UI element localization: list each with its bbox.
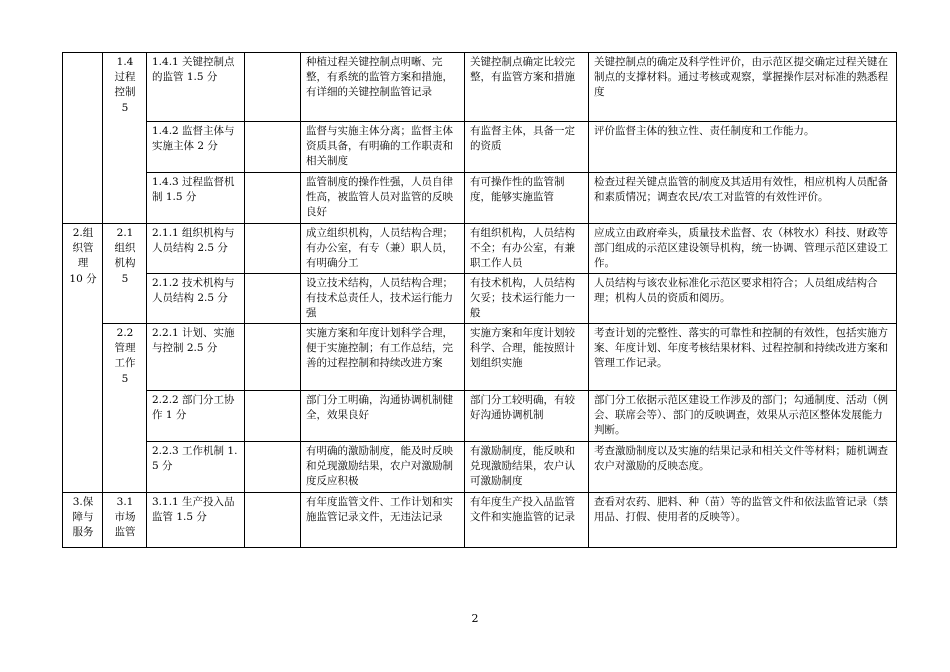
table-row <box>63 274 897 324</box>
basic-criteria-cell: 有年度监管文件、工作计划和实施监管记录文件，无违法记录 <box>301 493 465 548</box>
partial-criteria-cell: 有组织机构，人员结构不全；有办公室，有兼职工作人员 <box>465 224 589 274</box>
partial-criteria-cell: 有监督主体，具备一定的资质 <box>465 122 589 173</box>
partial-criteria-cell: 有可操作性的监管制度，能够实施监管 <box>465 173 589 224</box>
item-cell: 2.2.3 工作机制 1.5 分 <box>147 442 245 493</box>
item-cell: 2.1.2 技术机构与人员结构 2.5 分 <box>147 274 245 324</box>
level2-cell: 3.1 市场 监管 <box>103 493 147 548</box>
item-cell: 3.1.1 生产投入品监管 1.5 分 <box>147 493 245 548</box>
partial-criteria-cell: 有技术机构，人员结构欠妥；技术运行能力一般 <box>465 274 589 324</box>
level2-cell: 2.2 管理 工作 5 <box>103 324 147 493</box>
item-cell: 1.4.1 关键控制点的监管 1.5 分 <box>147 53 245 122</box>
method-cell: 检查过程关键点监管的制度及其适用有效性，相应机构人员配备和素质情况；调查农民/农工对监管的有效性评价。 <box>589 173 897 224</box>
item-cell: 2.2.1 计划、实施与控制 2.5 分 <box>147 324 245 391</box>
table-row <box>63 224 897 274</box>
partial-criteria-cell: 实施方案和年度计划较科学、合理，能按照计划组织实施 <box>465 324 589 391</box>
method-cell: 人员结构与该农业标准化示范区要求相符合；人员组成结构合理；机构人员的资质和阅历。 <box>589 274 897 324</box>
method-cell: 考查激励制度以及实施的结果记录和相关文件等材料；随机调查农户对激励的反映态度。 <box>589 442 897 493</box>
level2-cell: 1.4 过程 控制 5 <box>103 53 147 224</box>
basic-criteria-cell: 设立技术结构，人员结构合理；有技术总责任人，技术运行能力强 <box>301 274 465 324</box>
item-cell: 1.4.3 过程监督机制 1.5 分 <box>147 173 245 224</box>
basic-criteria-cell: 成立组织机构，人员结构合理；有办公室，有专（兼）职人员，有明确分工 <box>301 224 465 274</box>
basic-criteria-cell: 部门分工明确，沟通协调机制健全，效果良好 <box>301 391 465 442</box>
item-cell: 1.4.2 监督主体与实施主体 2 分 <box>147 122 245 173</box>
table-row <box>63 122 897 173</box>
basic-criteria-cell: 监管制度的操作性强，人员自律性高，被监管人员对监管的反映良好 <box>301 173 465 224</box>
method-cell: 查看对农药、肥料、种（苗）等的监管文件和依法监管记录（禁用品、打假、使用者的反映等）。 <box>589 493 897 548</box>
item-cell: 2.2.2 部门分工协作 1 分 <box>147 391 245 442</box>
page-number: 2 <box>471 612 479 625</box>
method-cell: 评价监督主体的独立性、责任制度和工作能力。 <box>589 122 897 173</box>
basic-criteria-cell: 监督与实施主体分离；监督主体资质具备，有明确的工作职责和相关制度 <box>301 122 465 173</box>
partial-criteria-cell: 部门分工较明确，有较好沟通协调机制 <box>465 391 589 442</box>
table-row <box>63 493 897 548</box>
evaluation-table <box>62 52 897 548</box>
level1-cell <box>63 53 103 224</box>
level1-cell: 3.保 障与 服务 <box>63 493 103 548</box>
partial-criteria-cell: 有年度生产投入品监管文件和实施监管的记录 <box>465 493 589 548</box>
item-cell: 2.1.1 组织机构与人员结构 2.5 分 <box>147 224 245 274</box>
basic-criteria-cell: 实施方案和年度计划科学合理，便于实施控制；有工作总结，完善的过程控制和持续改进方案 <box>301 324 465 391</box>
method-cell: 应成立由政府牵头，质量技术监督、农（林牧水）科技、财政等部门组成的示范区建设领导机构，统一协调、管理示范区建设工作。 <box>589 224 897 274</box>
method-cell: 考查计划的完整性、落实的可靠性和控制的有效性，包括实施方案、年度计划、年度考核结果材料、过程控制和持续改进方案和管理工作记录。 <box>589 324 897 391</box>
table-row <box>63 442 897 493</box>
basic-criteria-cell: 种植过程关键控制点明晰、完整，有系统的监管方案和措施，有详细的关键控制监管记录 <box>301 53 465 122</box>
partial-criteria-cell: 有激励制度，能反映和兑现激励结果，农户认可激励制度 <box>465 442 589 493</box>
partial-criteria-cell: 关键控制点确定比较完整，有监管方案和措施 <box>465 53 589 122</box>
table-row <box>63 53 897 122</box>
level2-cell: 2.1 组织 机构 5 <box>103 224 147 324</box>
method-cell: 部门分工依据示范区建设工作涉及的部门；勾通制度、活动（例会、联席会等）、部门的反映调查，效果从示范区整体发展能力判断。 <box>589 391 897 442</box>
basic-criteria-cell: 有明确的激励制度，能及时反映和兑现激励结果，农户对激励制度反应积极 <box>301 442 465 493</box>
method-cell: 关键控制点的确定及科学性评价，由示范区提交确定过程关键在制点的支撑材料。通过考核或观察，掌握操作层对标准的熟悉程度 <box>589 53 897 122</box>
level1-cell: 2.组 织管 理 10 分 <box>63 224 103 493</box>
table-row <box>63 391 897 442</box>
table-row <box>63 173 897 224</box>
table-row <box>63 324 897 391</box>
